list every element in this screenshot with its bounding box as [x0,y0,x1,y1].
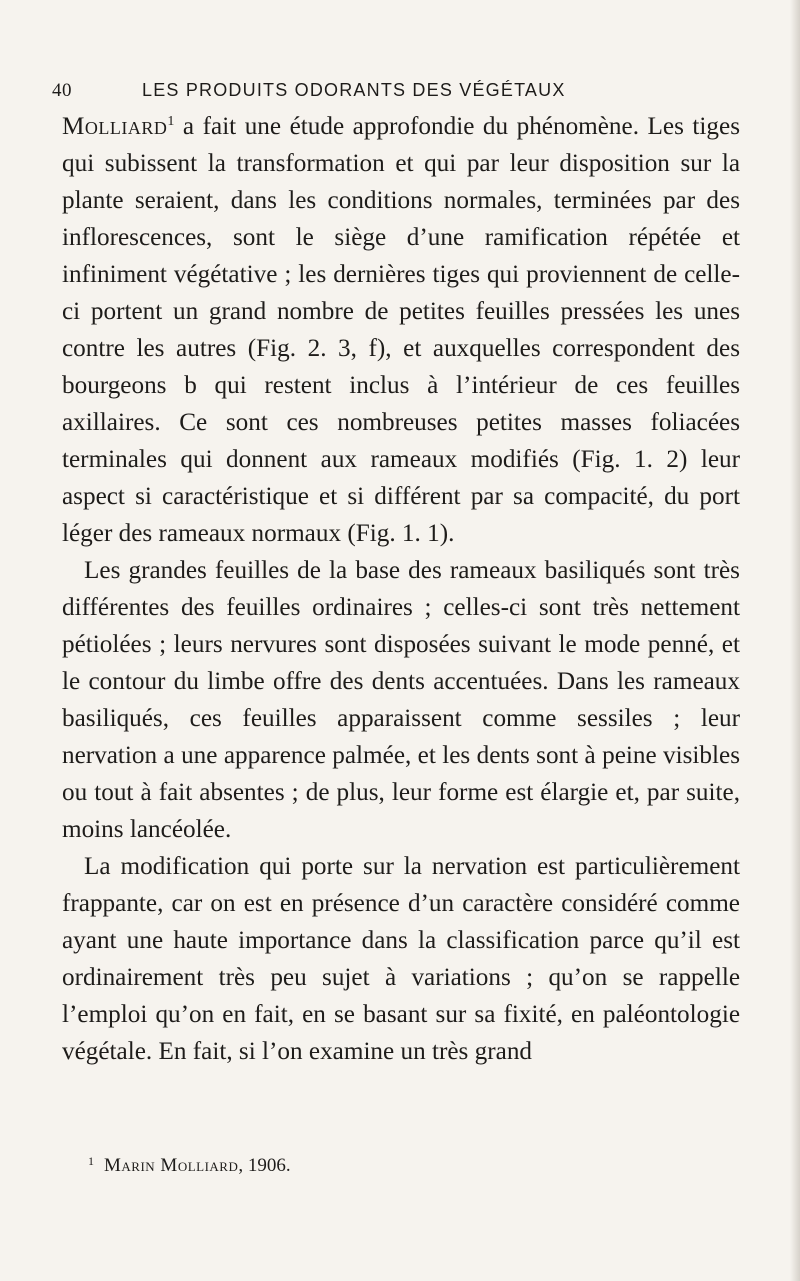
paragraph-3: La modification qui porte sur la nervation est particulièrement frappante, car on est en présence d’un caractère considéré comme ayant une haute importance dans la classification parce qu’il est ordinairement très peu sujet à variations ; qu’on se rappelle l’emploi qu’on en fait, en se basant sur sa fixité, en paléontologie végétale. En fait, si l’on examine un très grand [62,853,740,1065]
page-number: 40 [52,80,72,101]
footnote-reference[interactable]: 1 [167,114,175,129]
page-header [52,80,740,110]
footnote-year: , 1906. [238,1155,291,1176]
paragraph-1-text: a fait une étude approfondie du phénomène. Les tiges qui subissent la transformation et qui par leur disposition sur la plante seraient, dans les conditions normales, terminées par des inflorescences, sont le siège d’une ramification répétée et infiniment végétative ; les dernières tiges qui proviennent de celle-ci portent un grand nombre de petites feuilles pressées les unes contre les autres (Fig. 2. 3, f), et auxquelles correspondent des bourgeons b qui restent inclus à l’intérieur de ces feuilles axillaires. Ce sont ces nombreuses petites masses foliacées terminales qui donnent aux rameaux modifiés (Fig. 1. 2) leur aspect si caractéristique et si différent par sa compacité, du port léger des rameaux normaux (Fig. 1. 1). [62,113,740,547]
page-edge-shadow [790,0,800,1281]
paragraph-2: Les grandes feuilles de la base des rameaux basiliqués sont très différentes des feuilles ordinaires ; celles-ci sont très nettement pétiolées ; leurs nervures sont disposées suivant le mode penné, et le contour du limbe offre des dents accentuées. Dans les rameaux basiliqués, ces feuilles apparaissent comme sessiles ; leur nervation a une apparence palmée, et les dents sont à peine visibles ou tout à fait absentes ; de plus, leur forme est élargie et, par suite, moins lancéolée. [62,557,740,843]
footnote [88,1149,291,1178]
footnote-author: Marin Molliard [104,1155,239,1176]
paragraph-1 [62,108,740,552]
footnote-mark: 1 [88,1154,94,1168]
author-name: Molliard [62,113,168,140]
body-text [62,108,740,1070]
running-title: LES PRODUITS ODORANTS DES VÉGÉTAUX [142,80,566,100]
